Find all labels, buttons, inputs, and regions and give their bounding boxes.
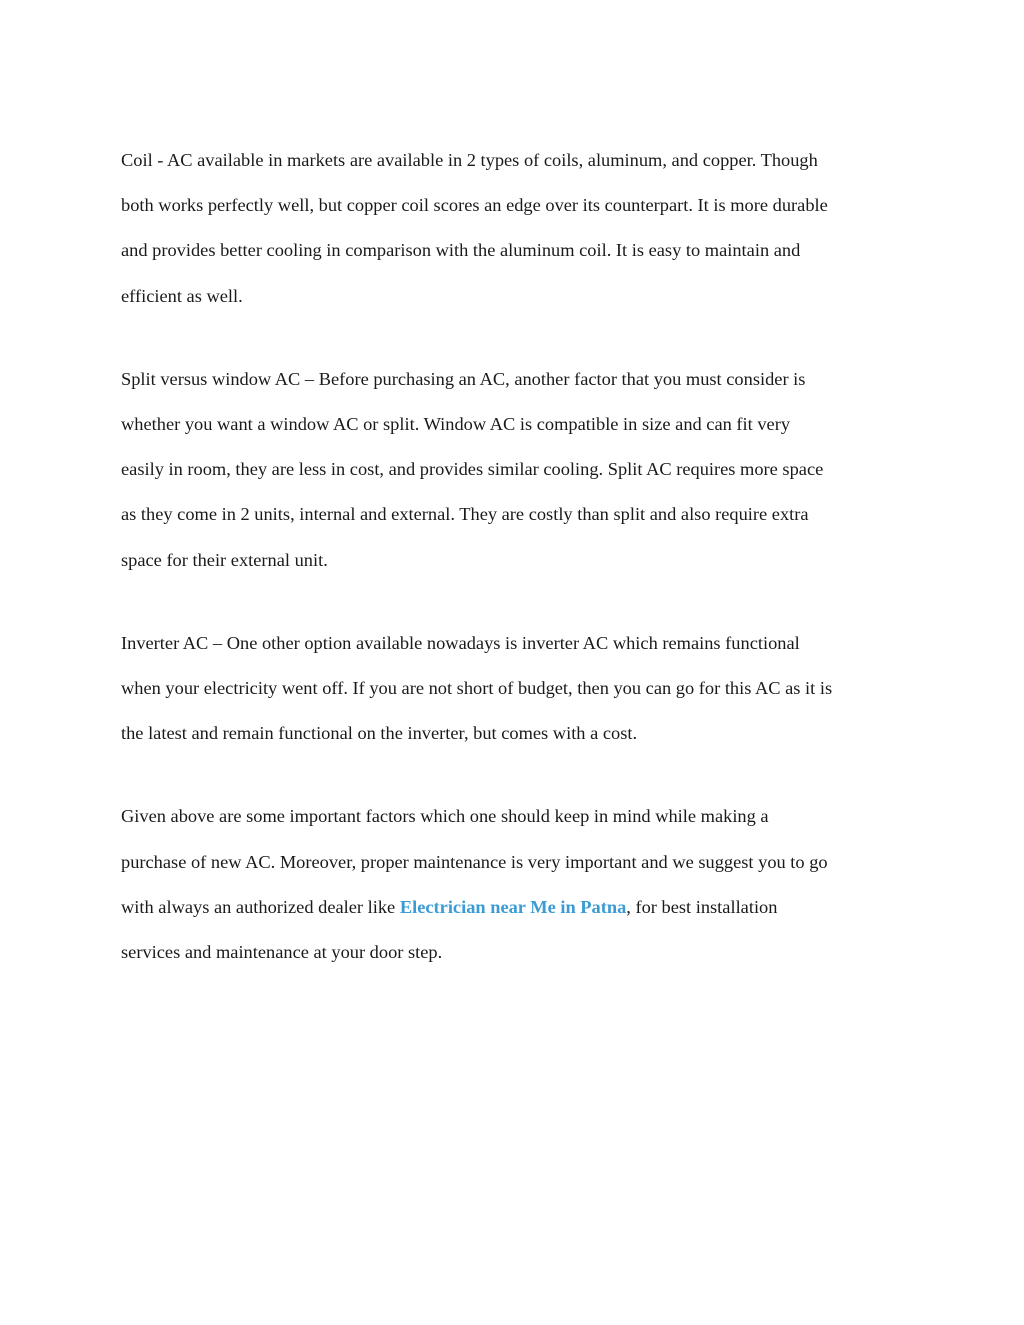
text-line: space for their external unit. xyxy=(121,549,328,570)
text-line: as they come in 2 units, internal and external. They are costly than split and also require extra xyxy=(121,504,809,525)
text-line: Given above are some important factors which one should keep in mind while making a xyxy=(121,806,769,827)
paragraph-coil xyxy=(121,138,911,319)
text-line: Inverter AC – One other option available nowadays is inverter AC which remains functional xyxy=(121,632,800,653)
link-suffix-text: , for best installation xyxy=(626,896,778,917)
text-line: efficient as well. xyxy=(121,285,243,306)
text-line: Split versus window AC – Before purchasing an AC, another factor that you must consider is xyxy=(121,368,806,389)
text-line: the latest and remain functional on the inverter, but comes with a cost. xyxy=(121,723,638,744)
text-line: services and maintenance at your door step. xyxy=(121,942,443,963)
text-line: whether you want a window AC or split. Window AC is compatible in size and can fit very xyxy=(121,414,791,435)
text-line: both works perfectly well, but copper coil scores an edge over its counterpart. It is more durable xyxy=(121,195,828,216)
text-line: and provides better cooling in comparison with the aluminum coil. It is easy to maintain and xyxy=(121,240,801,261)
text-line-with-link xyxy=(121,885,911,930)
paragraph-inverter xyxy=(121,621,911,757)
text-line: purchase of new AC. Moreover, proper maintenance is very important and we suggest you to go xyxy=(121,851,828,872)
document-body xyxy=(121,138,911,975)
electrician-link[interactable]: Electrician near Me in Patna xyxy=(399,896,627,917)
paragraph-conclusion xyxy=(121,794,911,975)
paragraph-split-vs-window xyxy=(121,357,911,583)
text-line: easily in room, they are less in cost, and provides similar cooling. Split AC requires more space xyxy=(121,459,824,480)
text-line: Coil - AC available in markets are available in 2 types of coils, aluminum, and copper. Though xyxy=(121,150,818,170)
text-line: when your electricity went off. If you are not short of budget, then you can go for this AC as it is xyxy=(121,678,833,699)
link-prefix-text: with always an authorized dealer like xyxy=(121,896,400,917)
